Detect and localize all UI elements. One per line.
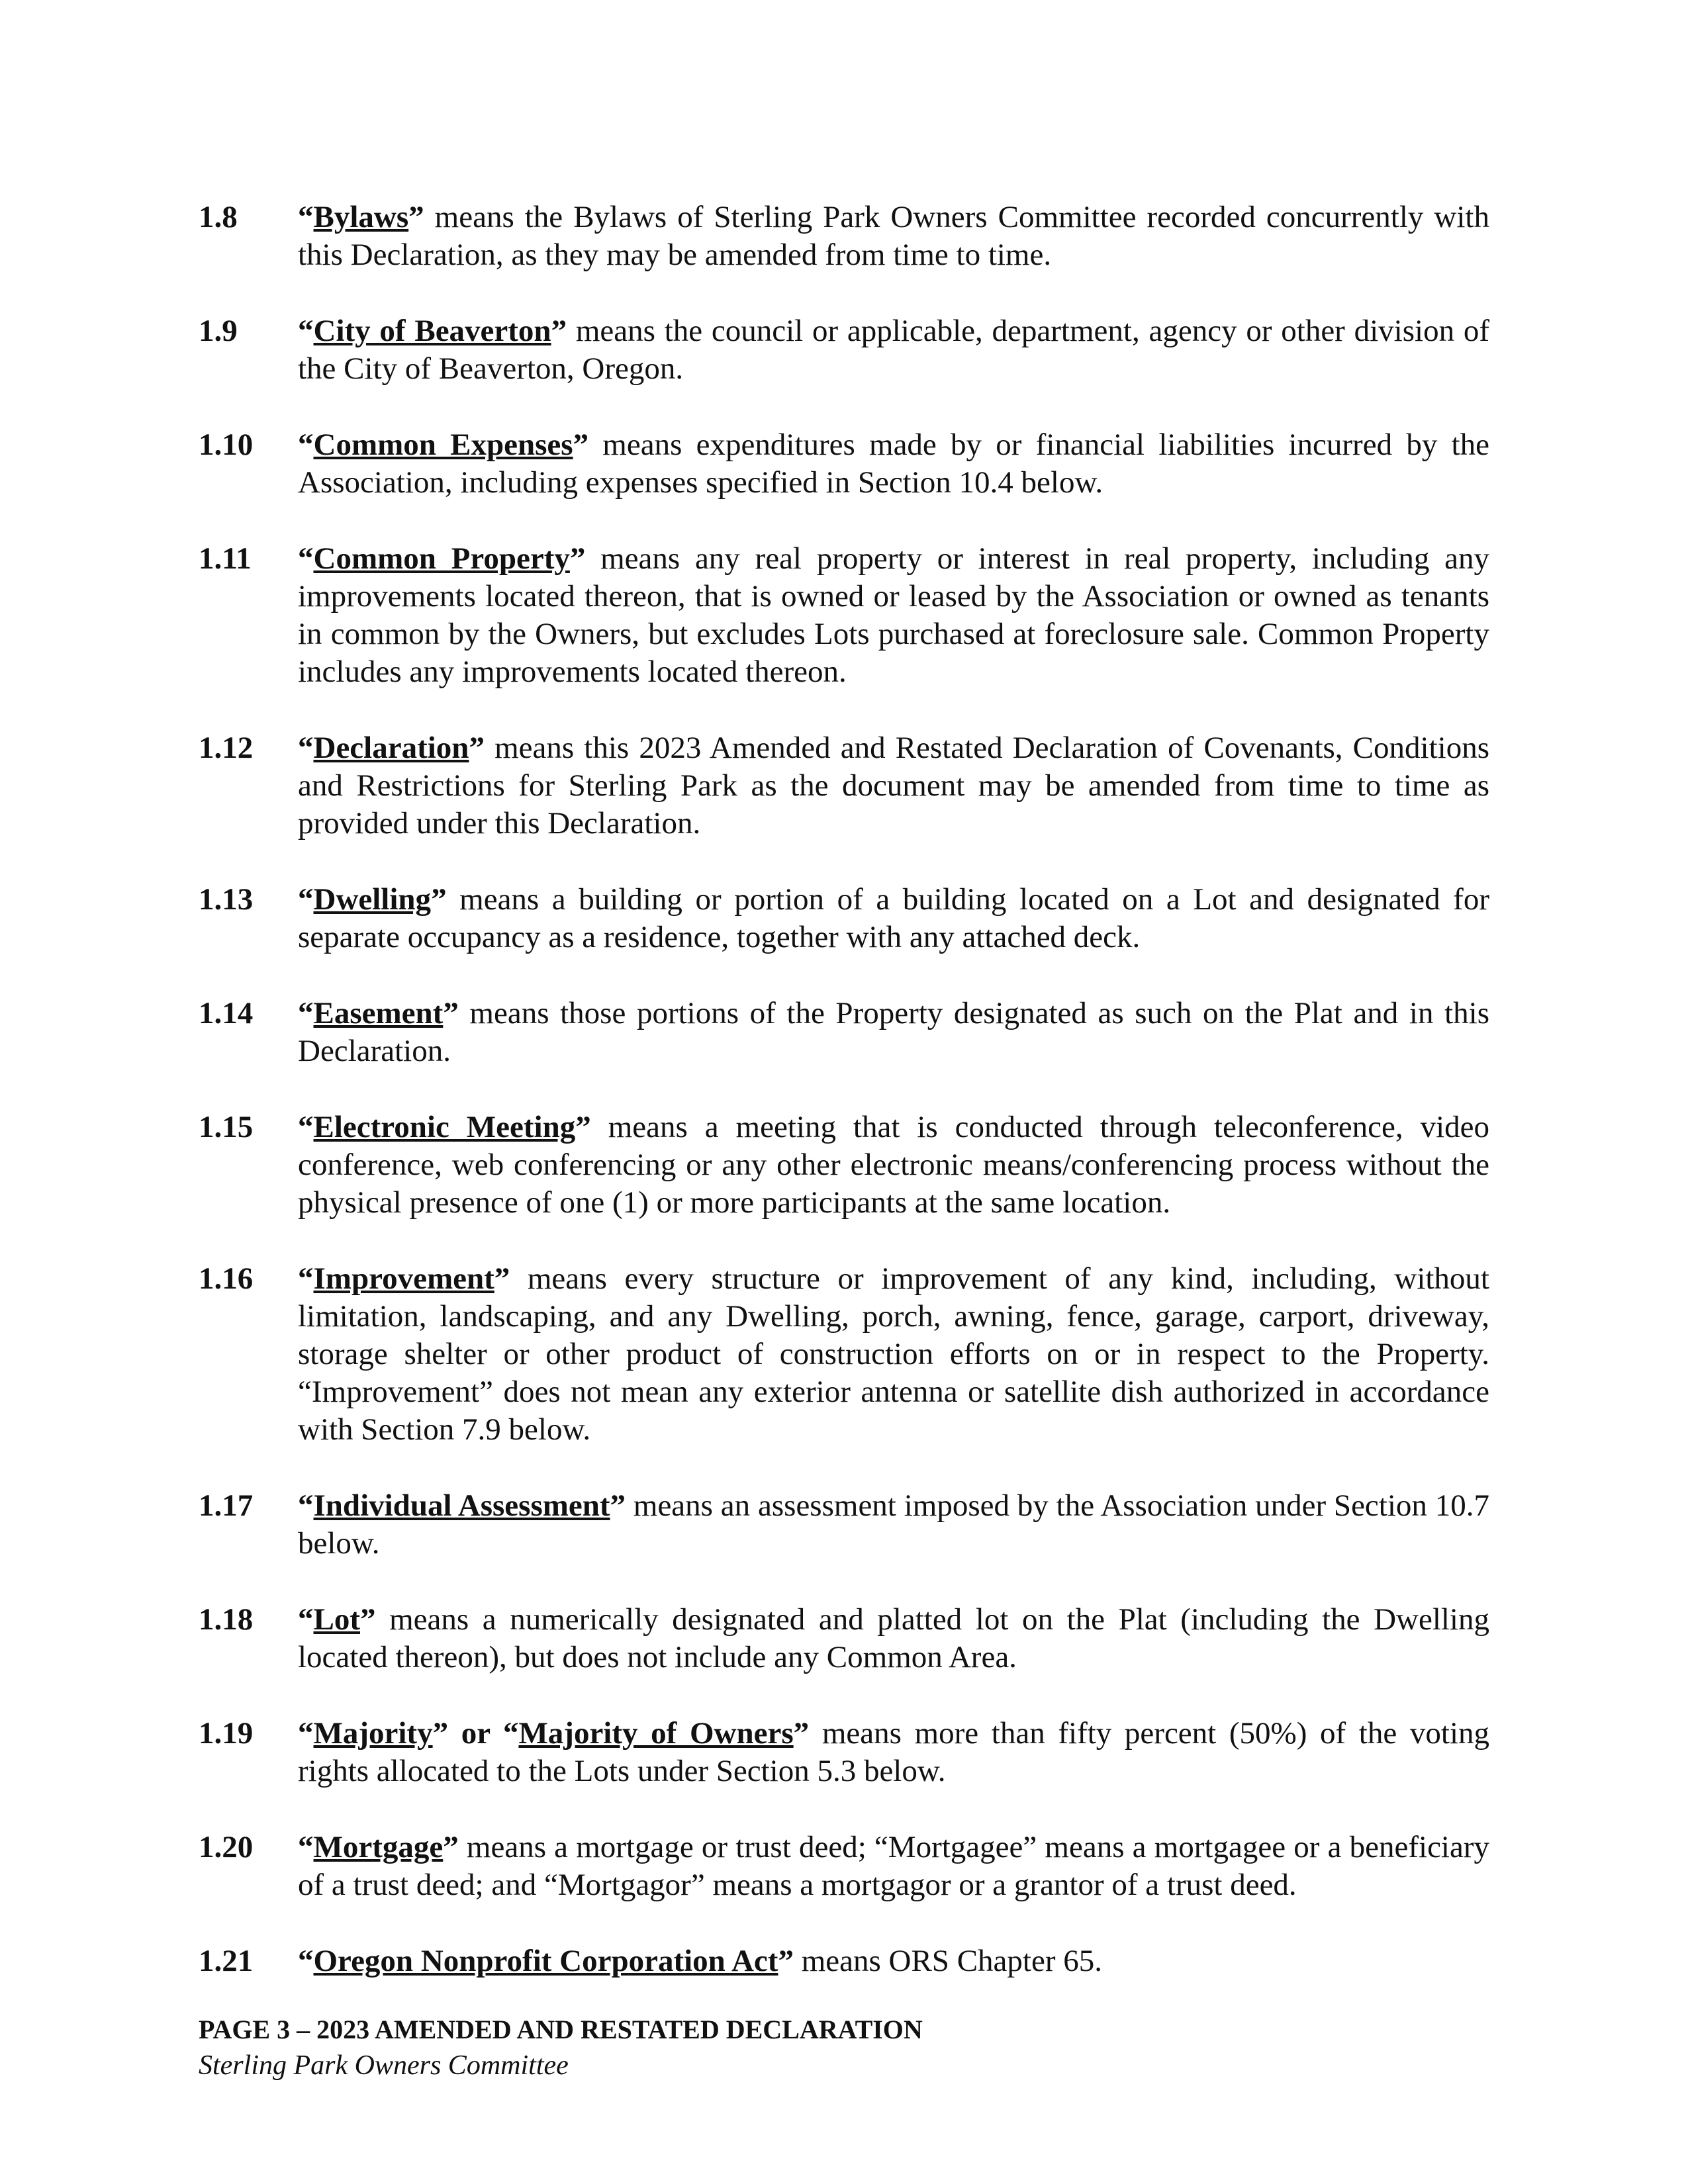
definition-text: means a mortgage or trust deed; “Mortgagee” means a mortgagee or a beneficiary of a trust deed; and “Mortgagor” means a mortgagor or a grantor of a trust deed.	[298, 1830, 1489, 1902]
section-number: 1.21	[199, 1944, 254, 1978]
definition-body	[298, 1942, 1489, 1980]
defined-term: “Dwelling”	[298, 882, 447, 917]
definition-text: means those portions of the Property designated as such on the Plat and in this Declaration.	[298, 996, 1489, 1068]
definition-body	[298, 1601, 1489, 1676]
footer-title: PAGE 3 – 2023 AMENDED AND RESTATED DECLARATION	[199, 2015, 923, 2044]
definition-text: means every structure or improvement of any kind, including, without limitation, landscaping, and any Dwelling, porch, awning, fence, garage, carport, driveway, storage shelter or other product of construction efforts on or in respect to the Property. “Improvement” does not mean any exterior antenna or satellite dish authorized in accordance with Section 7.9 below.	[298, 1261, 1489, 1447]
definition-body	[298, 426, 1489, 502]
section-number: 1.16	[199, 1261, 254, 1296]
section-number: 1.8	[199, 200, 238, 234]
definition-text: means an assessment imposed by the Association under Section 10.7 below.	[298, 1488, 1489, 1561]
defined-term: “City of Beaverton”	[298, 314, 567, 348]
section-number: 1.12	[199, 731, 254, 765]
defined-term: “Improvement”	[298, 1261, 510, 1296]
definition-body	[298, 729, 1489, 842]
definition-text: means a building or portion of a building located on a Lot and designated for separate occupancy as a residence, together with any attached deck.	[298, 882, 1489, 954]
definition-text: means more than fifty percent (50%) of the voting rights allocated to the Lots under Section 5.3 below.	[298, 1716, 1490, 1788]
definition-body	[298, 312, 1489, 388]
definition-body	[298, 1109, 1489, 1222]
definition-text: means a meeting that is conducted through teleconference, video conference, web conferencing or any other electronic means/conferencing process without the physical presence of one (1) or more participants at the same location.	[298, 1110, 1490, 1220]
section-number: 1.14	[199, 996, 254, 1030]
footer-subtitle: Sterling Park Owners Committee	[199, 2050, 569, 2081]
section-number: 1.17	[199, 1488, 254, 1523]
definition-text: means the council or applicable, department, agency or other division of the City of Beaverton, Oregon.	[298, 314, 1489, 386]
page-footer	[199, 2012, 1456, 2083]
definition-text: means the Bylaws of Sterling Park Owners Committee recorded concurrently with this Declaration, as they may be amended from time to time.	[298, 200, 1489, 272]
defined-term: “Majority of Owners”	[502, 1716, 810, 1751]
section-number: 1.18	[199, 1602, 254, 1637]
defined-term: “Easement”	[298, 996, 459, 1030]
definition-body	[298, 540, 1489, 691]
defined-term: “Mortgage”	[298, 1830, 459, 1864]
defined-term: “Majority”	[298, 1716, 449, 1751]
definition-text: means expenditures made by or financial liabilities incurred by the Association, including expenses specified in Section 10.4 below.	[298, 428, 1489, 500]
definition-body	[298, 1487, 1489, 1563]
defined-term: “Electronic Meeting”	[298, 1110, 591, 1144]
defined-term: “Common Property”	[298, 541, 586, 576]
definition-text: means any real property or interest in real property, including any improvements located thereon, that is owned or leased by the Association or owned as tenants in common by the Owners, but excludes Lots purchased at foreclosure sale. Common Property includes any improvements located thereon.	[298, 541, 1489, 689]
defined-term: “Declaration”	[298, 731, 485, 765]
defined-term: “Common Expenses”	[298, 428, 589, 462]
definition-body	[298, 1829, 1489, 1904]
section-number: 1.15	[199, 1110, 254, 1144]
section-number: 1.19	[199, 1716, 254, 1751]
definition-body	[298, 1715, 1489, 1790]
defined-term: “Bylaws”	[298, 200, 424, 234]
defined-term: “Individual Assessment”	[298, 1488, 626, 1523]
section-number: 1.9	[199, 314, 238, 348]
defined-term: “Lot”	[298, 1602, 376, 1637]
section-number: 1.13	[199, 882, 254, 917]
definition-body	[298, 199, 1489, 274]
definition-body	[298, 995, 1489, 1070]
definition-text: means ORS Chapter 65.	[793, 1944, 1102, 1978]
or-connector: or	[448, 1716, 503, 1751]
definition-text: means a numerically designated and platted lot on the Plat (including the Dwelling located thereon), but does not include any Common Area.	[298, 1602, 1489, 1674]
definition-text: means this 2023 Amended and Restated Declaration of Covenants, Conditions and Restrictions for Sterling Park as the document may be amended from time to time as provided under this Declaration.	[298, 731, 1489, 841]
definition-body	[298, 1260, 1489, 1449]
definition-body	[298, 881, 1489, 956]
defined-term: “Oregon Nonprofit Corporation Act”	[298, 1944, 794, 1978]
section-number: 1.20	[199, 1830, 254, 1864]
section-number: 1.10	[199, 428, 254, 462]
section-number: 1.11	[199, 541, 252, 576]
